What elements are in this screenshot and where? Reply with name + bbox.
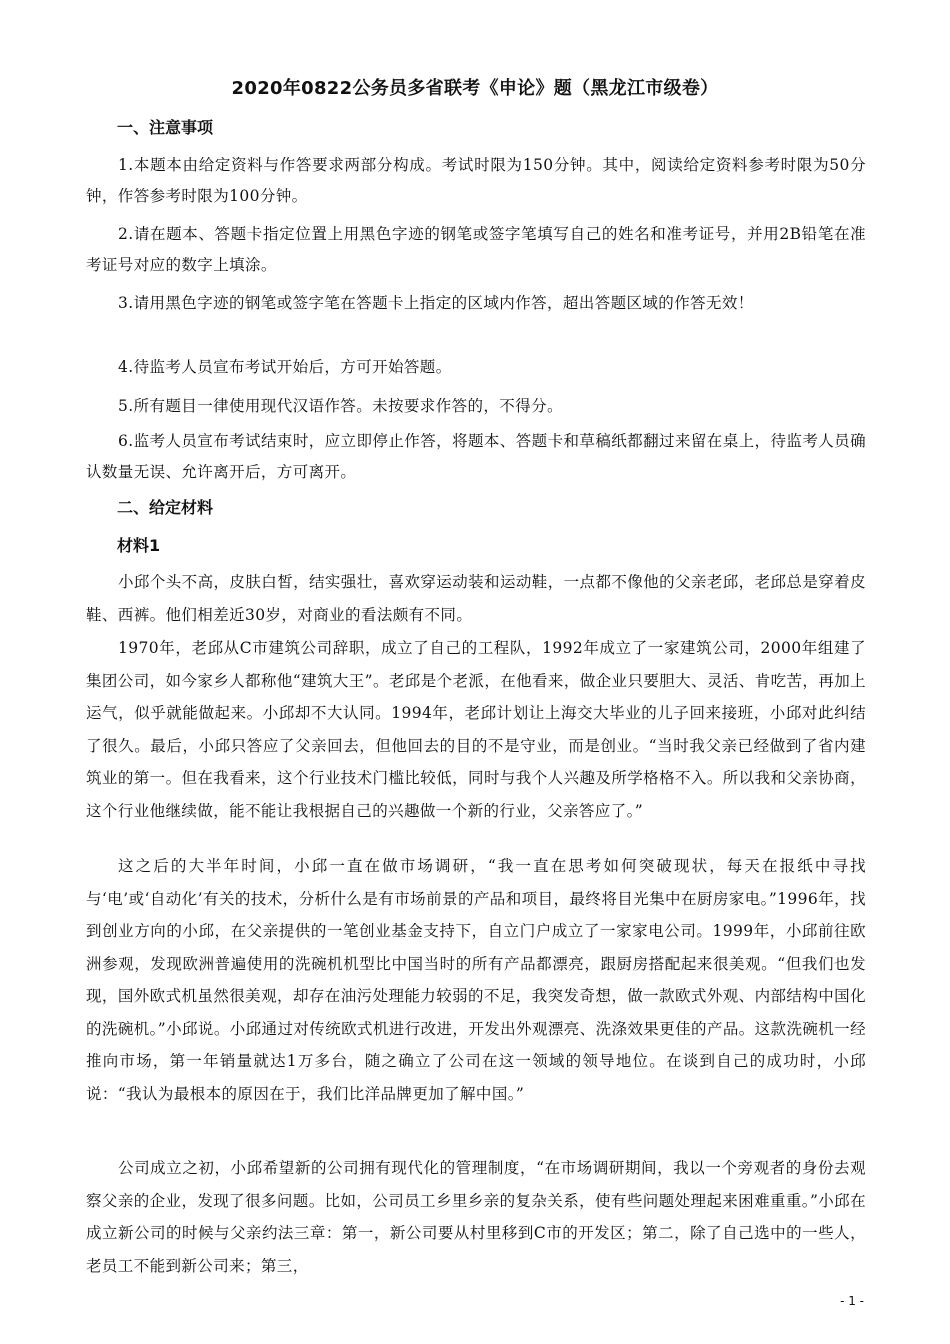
page-number: - 1 - [840,1294,864,1308]
document-title: 2020年0822公务员多省联考《申论》题（黑龙江市级卷） [231,78,719,99]
note-paragraph: 1.本题本由给定资料与作答要求两部分构成。考试时限为150分钟。其中，阅读给定资料参考时限为50分钟，作答参考时限为100分钟。 [86,156,866,205]
material-label: 材料1 [117,536,161,555]
section-heading-notes: 一、注意事项 [117,118,214,137]
note-paragraph: 4.待监考人员宣布考试开始后，方可开始答题。 [118,358,452,376]
material-paragraph: 公司成立之初，小邱希望新的公司拥有现代化的管理制度，“在市场调研期间，我以一个旁观者的身份去观察父亲的企业，发现了很多问题。比如，公司员工乡里乡亲的复杂关系，使有些问题处理起来困难重重。”小邱在成立新公司的时候与父亲约法三章：第一，新公司要从村里移到C市的开发区；第二，除了自己选中的一些人，老员工不能到新公司来；第三， [86,1159,866,1275]
note-paragraph: 3.请用黑色字迹的钢笔或签字笔在答题卡上指定的区域内作答，超出答题区域的作答无效！ [118,294,754,312]
note-paragraph: 5.所有题目一律使用现代汉语作答。未按要求作答的，不得分。 [118,397,563,415]
section-heading-materials: 二、给定材料 [117,498,214,517]
note-paragraph: 2.请在题本、答题卡指定位置上用黑色字迹的钢笔或签字笔填写自己的姓名和准考证号，并用2B铅笔在准考证号对应的数字上填涂。 [86,225,866,274]
material-paragraph: 小邱个头不高，皮肤白皙，结实强壮，喜欢穿运动装和运动鞋，一点都不像他的父亲老邱，老邱总是穿着皮鞋、西裤。他们相差近30岁，对商业的看法颇有不同。 [86,573,866,624]
note-paragraph: 6.监考人员宣布考试结束时，应立即停止作答，将题本、答题卡和草稿纸都翻过来留在桌上，待监考人员确认数量无误、允许离开后，方可离开。 [86,432,866,481]
material-paragraph: 1970年，老邱从C市建筑公司辞职，成立了自己的工程队，1992年成立了一家建筑公司，2000年组建了集团公司，如今家乡人都称他“建筑大王”。老邱是个老派，在他看来，做企业只要胆大、灵活、肯吃苦，再加上运气，似乎就能做起来。小邱却不大认同。1994年，老邱计划让上海交大毕业的儿子回来接班，小邱对此纠结了很久。最后，小邱只答应了父亲回去，但他回去的目的不是守业，而是创业。“当时我父亲已经做到了省内建筑业的第一。但在我看来，这个行业技术门槛比较低，同时与我个人兴趣及所学格格不入。所以我和父亲协商，这个行业他继续做，能不能让我根据自己的兴趣做一个新的行业，父亲答应了。” [86,639,866,820]
material-paragraph: 这之后的大半年时间，小邱一直在做市场调研，“我一直在思考如何突破现状，每天在报纸中寻找与‘电’或‘自动化’有关的技术，分析什么是有市场前景的产品和项目，最终将目光集中在厨房家电。”1996年，找到创业方向的小邱，在父亲提供的一笔创业基金支持下，自立门户成立了一家家电公司。1999年，小邱前往欧洲参观，发现欧洲普遍使用的洗碗机机型比中国当时的所有产品都漂亮，跟厨房搭配起来很美观。“但我们也发现，国外欧式机虽然很美观，却存在油污处理能力较弱的不足，我突发奇想，做一款欧式外观、内部结构中国化的洗碗机。”小邱说。小邱通过对传统欧式机进行改进，开发出外观漂亮、洗涤效果更佳的产品。这款洗碗机一经推向市场，第一年销量就达1万多台，随之确立了公司在这一领域的领导地位。在谈到自己的成功时，小邱说：“我认为最根本的原因在于，我们比洋品牌更加了解中国。” [86,857,866,1103]
